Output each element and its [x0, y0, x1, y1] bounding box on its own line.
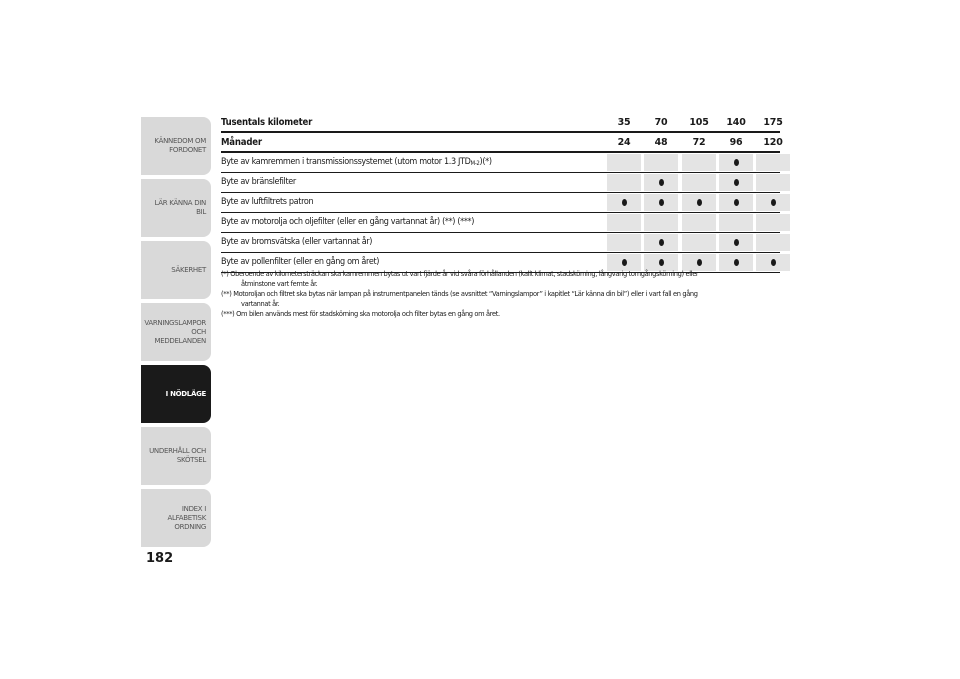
- service-dot-icon: [622, 259, 627, 266]
- interval-cell: [644, 194, 678, 211]
- row-label: Byte av kamremmen i transmissionssystemet (utom motor 1.3 $JTD_{M-2})(*)$: [221, 157, 492, 167]
- interval-cell: [719, 194, 753, 211]
- interval-cell: [682, 194, 716, 211]
- table-row: [221, 173, 780, 193]
- maintenance-table: [221, 113, 783, 273]
- service-dot-icon: [659, 239, 664, 246]
- interval-cell: [756, 214, 790, 231]
- interval-cell: [644, 174, 678, 191]
- service-dot-icon: [734, 179, 739, 186]
- footnote: (**) Motoroljan och filtret ska bytas när lampan på instrumentpanelen tänds (se avsnittet “Varningslampor” i kapitlet “Lär känna din bil”) eller i vart fall en gång vartannat år.: [221, 289, 698, 308]
- tab-index[interactable]: [141, 489, 211, 547]
- km-value: 35: [617, 117, 631, 128]
- service-dot-icon: [659, 259, 664, 266]
- header-row-kilometers: [221, 113, 783, 133]
- interval-cell: [682, 174, 716, 191]
- tab-label: INDEX I ALFABETISK ORDNING: [167, 504, 206, 531]
- interval-cell: [644, 214, 678, 231]
- interval-cell: [719, 154, 753, 171]
- row-label: Byte av motorolja och oljefilter (eller en gång vartannat år) (**) (***): [221, 217, 475, 227]
- interval-cell: [644, 154, 678, 171]
- tab-kannedom-om-fordonet[interactable]: [141, 117, 211, 175]
- interval-cell: [756, 234, 790, 251]
- months-value: 72: [692, 137, 706, 148]
- tab-label: SÄKERHET: [171, 265, 206, 274]
- service-dot-icon: [659, 179, 664, 186]
- months-value: 120: [763, 137, 783, 148]
- interval-cell: [756, 154, 790, 171]
- footnote: (*) Oberoende av kilometersträckan ska kamremmen bytas ut vart fjärde år vid svåra förhållanden (kallt klimat, stadskörning, långvarig tomgångskörning) eller åtminstone vart femte år.: [221, 269, 699, 288]
- header-row-months: [221, 133, 783, 153]
- table-row: [221, 153, 780, 173]
- interval-cell: [607, 154, 641, 171]
- table-row: [221, 193, 780, 213]
- months-header-label: Månader: [221, 137, 262, 148]
- km-value: 105: [689, 117, 709, 128]
- tab-lar-kanna-din-bil[interactable]: [141, 179, 211, 237]
- tab-label: LÄR KÄNNA DIN BIL: [154, 199, 206, 216]
- table-row: [221, 233, 780, 253]
- interval-cell: [682, 234, 716, 251]
- km-header-label: Tusentals kilometer: [221, 117, 313, 128]
- tab-i-nodlage[interactable]: [141, 365, 211, 423]
- tab-underhall-och-skotsel[interactable]: [141, 427, 211, 485]
- interval-cell: [719, 234, 753, 251]
- service-dot-icon: [734, 259, 739, 266]
- service-dot-icon: [622, 199, 627, 206]
- row-label: Byte av bromsvätska (eller vartannat år): [221, 237, 373, 247]
- km-value: 70: [654, 117, 668, 128]
- tab-varningslampor[interactable]: [141, 303, 211, 361]
- service-dot-icon: [697, 199, 702, 206]
- interval-cell: [607, 214, 641, 231]
- service-dot-icon: [734, 159, 739, 166]
- km-value: 140: [726, 117, 746, 128]
- footnote: (***) Om bilen används mest för stadskörning ska motorolja och filter bytas en gång om året.: [221, 309, 500, 319]
- table-row: [221, 213, 780, 233]
- service-dot-icon: [697, 259, 702, 266]
- interval-cell: [682, 154, 716, 171]
- months-value: 48: [654, 137, 668, 148]
- row-label: Byte av bränslefilter: [221, 177, 296, 187]
- row-label: Byte av luftfiltrets patron: [221, 197, 314, 207]
- interval-cell: [607, 194, 641, 211]
- interval-cell: [719, 214, 753, 231]
- service-dot-icon: [659, 199, 664, 206]
- service-dot-icon: [771, 199, 776, 206]
- service-dot-icon: [734, 199, 739, 206]
- footnotes: [221, 269, 781, 320]
- engine-code-subscript: M-2: [470, 160, 480, 167]
- interval-cell: [719, 174, 753, 191]
- interval-cell: [682, 214, 716, 231]
- service-dot-icon: [771, 259, 776, 266]
- tab-label: VARNINGSLAMPOR OCH MEDDELANDEN: [144, 318, 206, 345]
- interval-cell: [644, 234, 678, 251]
- service-dot-icon: [734, 239, 739, 246]
- interval-cell: [607, 234, 641, 251]
- row-label: Byte av pollenfilter (eller en gång om året): [221, 257, 380, 267]
- interval-cell: [607, 174, 641, 191]
- page-number: 182: [146, 551, 174, 566]
- interval-cell: [756, 174, 790, 191]
- interval-cell: [756, 194, 790, 211]
- km-value: 175: [763, 117, 783, 128]
- tab-label: KÄNNEDOM OM FORDONET: [154, 137, 206, 154]
- tab-label: I NÖDLÄGE: [165, 389, 206, 398]
- tab-sakerhet[interactable]: [141, 241, 211, 299]
- months-value: 24: [617, 137, 631, 148]
- tab-label: UNDERHÅLL OCH SKÖTSEL: [149, 447, 206, 464]
- months-value: 96: [729, 137, 743, 148]
